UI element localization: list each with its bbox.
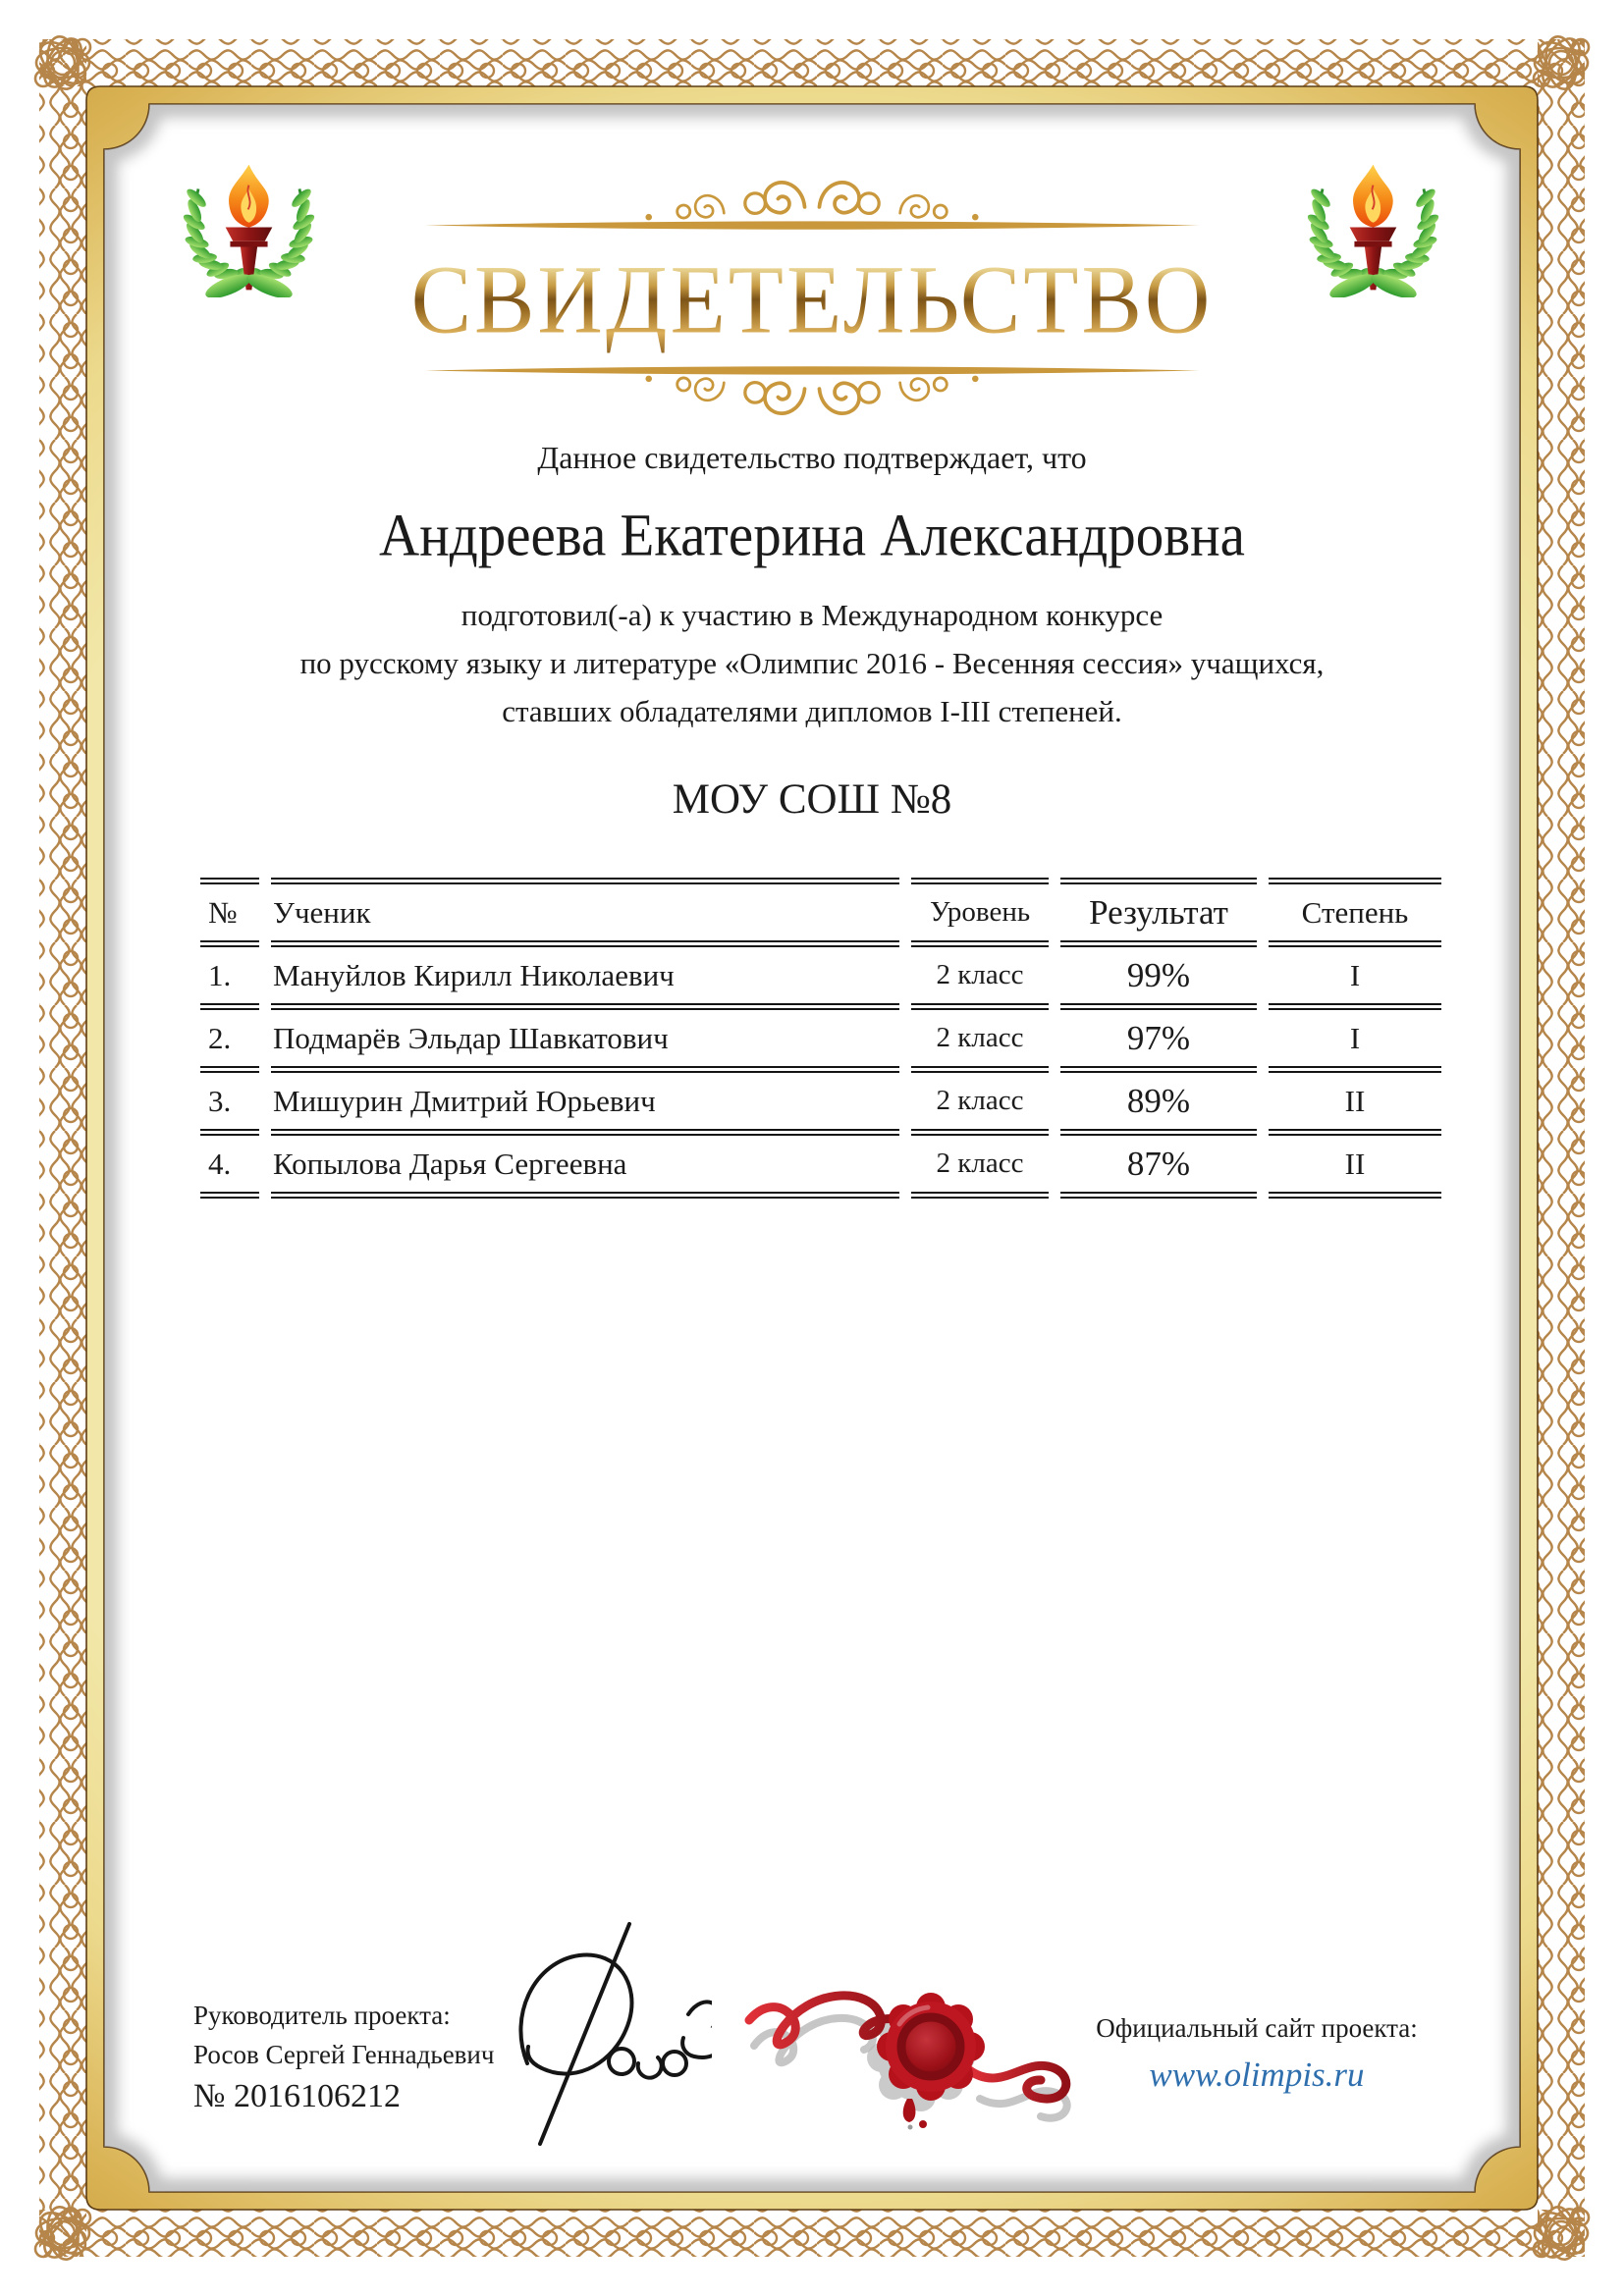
table-cell: 2 класс [911,1136,1049,1199]
table-cell: 2 класс [911,1010,1049,1073]
table-cell: II [1269,1136,1441,1199]
table-cell: 2. [200,1010,259,1073]
wax-seal-icon [734,1942,1080,2130]
signature-icon [447,1916,712,2152]
site-url-link[interactable]: www.olimpis.ru [1149,2056,1365,2094]
table-cell: Мануйлов Кирилл Николаевич [271,947,899,1010]
flourish-divider-bottom-icon [408,351,1216,430]
column-header: Степень [1269,878,1441,947]
table-cell: 99% [1060,947,1257,1010]
body-text [0,591,1624,735]
site-label: Официальный сайт проекта: [1096,2013,1418,2043]
table-cell: 2 класс [911,947,1049,1010]
body-line: по русскому языку и литературе «Олимпис 2016 - Весенняя сессия» учащихся, [299,646,1325,680]
intro-text: Данное свидетельство подтверждает, что [537,440,1087,475]
table-cell: 1. [200,947,259,1010]
table-cell: 97% [1060,1010,1257,1073]
table-header-row [200,878,1441,947]
table-row [200,1010,1441,1073]
table-cell: 2 класс [911,1073,1049,1136]
table-cell: I [1269,947,1441,1010]
table-cell: 89% [1060,1073,1257,1136]
table-row [200,1073,1441,1136]
recipient-name: Андреева Екатерина Александровна [379,502,1245,569]
table-cell: 87% [1060,1136,1257,1199]
results-table-body [200,947,1441,1199]
column-header: Уровень [911,878,1049,947]
body-line: ставших обладателями дипломов I-III степеней. [502,694,1122,728]
body-line: подготовил(-а) к участию в Международном конкурсе [460,598,1164,632]
results-table [189,878,1453,1199]
table-cell: Копылова Дарья Сергеевна [271,1136,899,1199]
leader-label: Руководитель проекта: [193,2001,451,2030]
school-name: МОУ СОШ №8 [672,776,952,823]
table-cell: 4. [200,1136,259,1199]
certificate-number: № 2016106212 [193,2078,401,2114]
table-cell: I [1269,1010,1441,1073]
leader-name: Росов Сергей Геннадьевич [193,2040,495,2069]
flourish-divider-top-icon [408,166,1216,244]
column-header: № [200,878,259,947]
table-cell: 3. [200,1073,259,1136]
table-cell: Подмарёв Эльдар Шавкатович [271,1010,899,1073]
column-header: Ученик [271,878,899,947]
table-row [200,1136,1441,1199]
certificate-title: СВИДЕТЕЛЬСТВО [0,243,1624,355]
footer-right-block [1041,2008,1473,2098]
table-cell: Мишурин Дмитрий Юрьевич [271,1073,899,1136]
table-cell: II [1269,1073,1441,1136]
column-header: Результат [1060,878,1257,947]
table-row [200,947,1441,1010]
